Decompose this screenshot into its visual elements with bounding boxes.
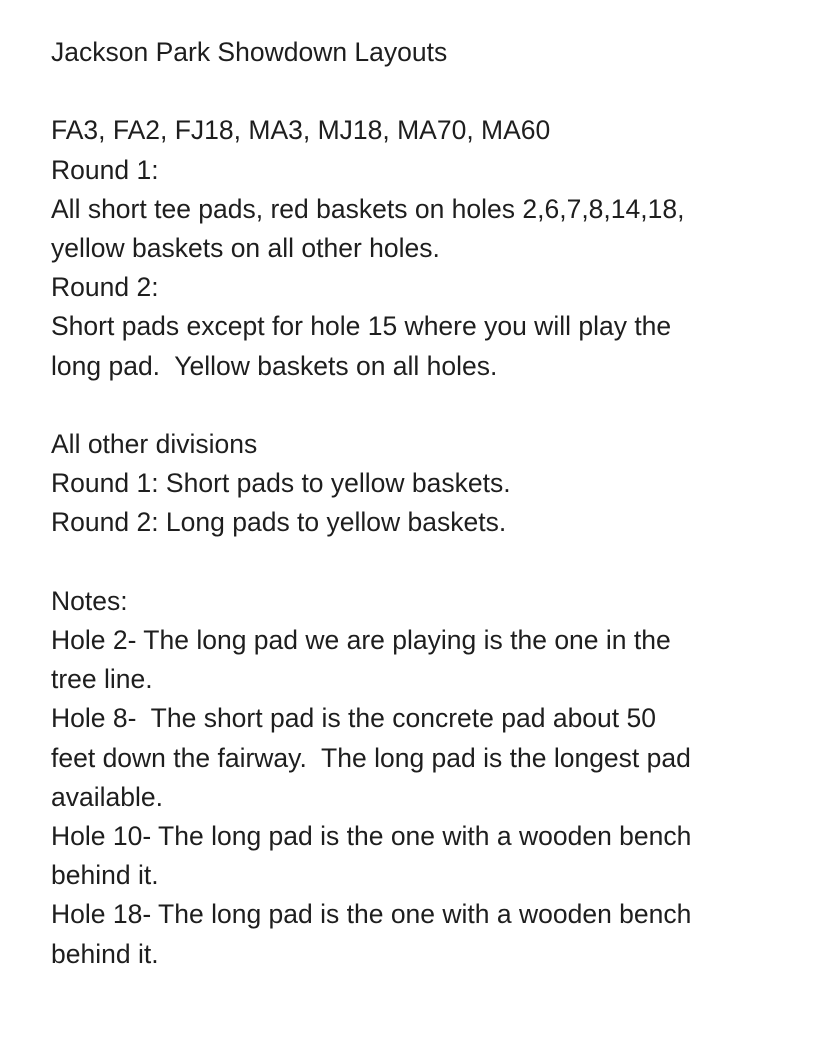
document-title: Jackson Park Showdown Layouts [51,37,448,67]
notes-heading: Notes: [51,585,128,616]
document [51,33,791,974]
round2-heading: Round 2: [51,272,159,303]
divisions-line: FA3, FA2, FJ18, MA3, MJ18, MA70, MA60 [51,115,551,146]
other-divisions-heading: All other divisions [51,429,258,459]
round1-heading: Round 1: [51,154,159,185]
note-hole8-line: feet down the fairway. The long pad is the longest pad [51,742,691,773]
note-hole8-line: available. [51,781,163,812]
note-hole18-line: Hole 18- The long pad is the one with a wooden bench [51,899,692,930]
spacer [51,72,791,111]
note-hole18-line: behind it. [51,938,159,969]
note-hole10-line: Hole 10- The long pad is the one with a wooden bench [51,821,692,852]
round1-text-line: All short tee pads, red baskets on holes 2,6,7,8,14,18, [51,193,685,224]
note-hole8-line: Hole 8- The short pad is the concrete pad about 50 [51,703,656,734]
note-hole2-line: Hole 2- The long pad we are playing is the one in the [51,625,671,655]
spacer [51,543,791,582]
other-divisions-round2: Round 2: Long pads to yellow baskets. [51,507,507,538]
other-divisions-round1: Round 1: Short pads to yellow baskets. [51,468,511,499]
round2-text-line: long pad. Yellow baskets on all holes. [51,350,498,381]
spacer [51,386,791,425]
note-hole10-line: behind it. [51,860,159,891]
round1-text-line: yellow baskets on all other holes. [51,233,440,263]
note-hole2-line: tree line. [51,664,153,695]
round2-text-line: Short pads except for hole 15 where you will play the [51,311,672,342]
